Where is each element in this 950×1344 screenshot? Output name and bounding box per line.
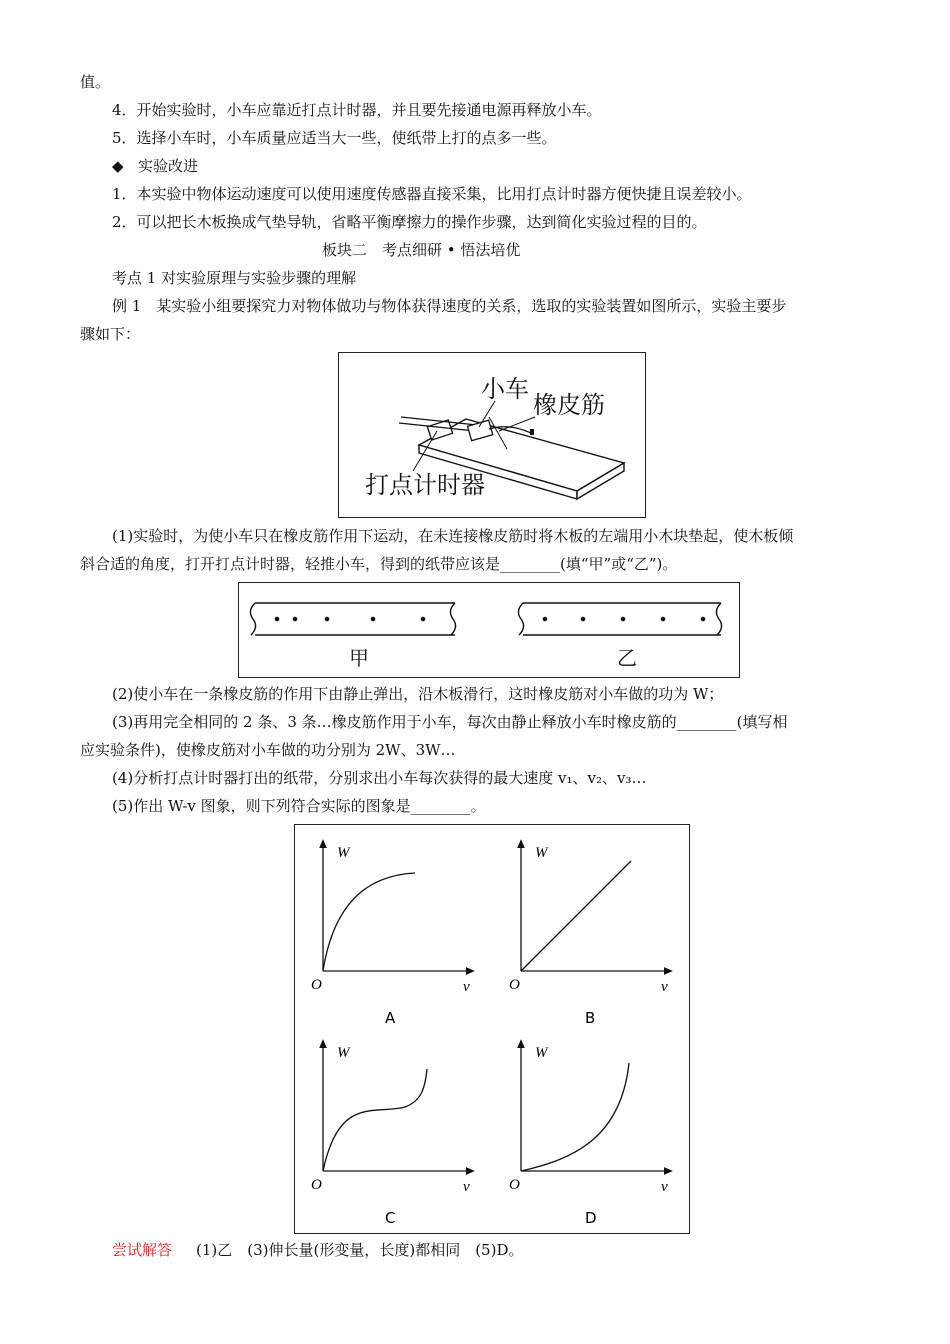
question-text: (4)分析打点计时器打出的纸带，分别求出小车每次获得的最大速度 v₁、v₂、v₃… — [112, 769, 647, 787]
topic-heading: 考点 1 对实验原理与实验步骤的理解 — [112, 269, 357, 287]
text-line: 2．可以把长木板换成气垫导轨，省略平衡摩擦力的操作步骤，达到简化实验过程的目的。 — [112, 213, 707, 231]
apparatus-drawing — [339, 353, 644, 516]
origin-label: O — [311, 977, 322, 993]
graphs-drawing — [295, 825, 688, 1232]
text-line: 4．开始实验时，小车应靠近打点计时器，并且要先接通电源再释放小车。 — [112, 101, 602, 119]
axis-w-label: W — [535, 1045, 548, 1061]
question-text: (1)实验时，为使小车只在橡皮筋作用下运动，在未连接橡皮筋时将木板的左端用小木块垫起，使木板倾 — [112, 527, 794, 545]
label-car: 小车 — [481, 375, 529, 403]
graph-d — [509, 1043, 669, 1227]
question-text: (2)使小车在一条橡皮筋的作用下由静止弹出，沿木板滑行，这时橡皮筋对小车做的功为 W； — [112, 685, 724, 703]
axis-v-label: v — [661, 1179, 668, 1195]
tapes-figure — [238, 582, 740, 678]
question-text: 应实验条件)，使橡皮筋对小车做的功分别为 2W、3W… — [80, 741, 456, 759]
label-timer: 打点计时器 — [365, 471, 485, 499]
graph-label-a: A — [385, 1009, 396, 1027]
tape-label-jia: 甲 — [349, 646, 369, 670]
tape-label-yi: 乙 — [617, 646, 637, 670]
question-text: (5)作出 W-v 图象，则下列符合实际的图象是________。 — [112, 797, 486, 815]
question-text: 斜合适的角度，打开打点计时器，轻推小车，得到的纸带应该是________(填“甲”或“乙”)。 — [80, 555, 678, 573]
axis-w-label: W — [337, 1045, 350, 1061]
graph-label-c: C — [385, 1209, 396, 1227]
answer-text: (1)乙 (3)伸长量(形变量，长度)都相同 (5)D。 — [196, 1241, 524, 1259]
label-rubber-band: 橡皮筋 — [533, 391, 605, 419]
graph-label-d: D — [585, 1209, 597, 1227]
origin-label: O — [509, 977, 520, 993]
example-text: 骤如下： — [80, 325, 141, 343]
tapes-drawing — [239, 583, 738, 676]
tape-jia — [250, 603, 455, 635]
axis-v-label: v — [661, 979, 668, 995]
bullet-icon: ◆ — [112, 157, 124, 175]
axis-v-label: v — [463, 1179, 470, 1195]
graph-a — [311, 843, 471, 1027]
example-text: 例 1 某实验小组要探究力对物体做功与物体获得速度的关系，选取的实验装置如图所示，实验主要步 — [112, 297, 787, 315]
text-line: 值。 — [80, 73, 111, 91]
axis-w-label: W — [337, 845, 350, 861]
origin-label: O — [311, 1177, 322, 1193]
graph-c — [311, 1043, 471, 1227]
section-heading: 板块二 考点细研 • 悟法培优 — [322, 241, 521, 259]
text-line: 5．选择小车时，小车质量应适当大一些，使纸带上打的点多一些。 — [112, 129, 557, 147]
apparatus-figure — [338, 352, 646, 518]
axis-v-label: v — [463, 979, 470, 995]
graph-label-b: B — [585, 1009, 596, 1027]
text-line: 1．本实验中物体运动速度可以使用速度传感器直接采集，比用打点计时器方便快捷且误差较小。 — [112, 185, 752, 203]
tape-yi — [518, 603, 721, 635]
subheading: 实验改进 — [138, 157, 199, 175]
question-text: (3)再用完全相同的 2 条、3 条…橡皮筋作用于小车，每次由静止释放小车时橡皮筋的________(填写相 — [112, 713, 788, 731]
graph-b — [509, 843, 669, 1027]
graphs-figure — [294, 824, 690, 1234]
axis-w-label: W — [535, 845, 548, 861]
answer-label: 尝试解答 — [112, 1241, 173, 1259]
origin-label: O — [509, 1177, 520, 1193]
